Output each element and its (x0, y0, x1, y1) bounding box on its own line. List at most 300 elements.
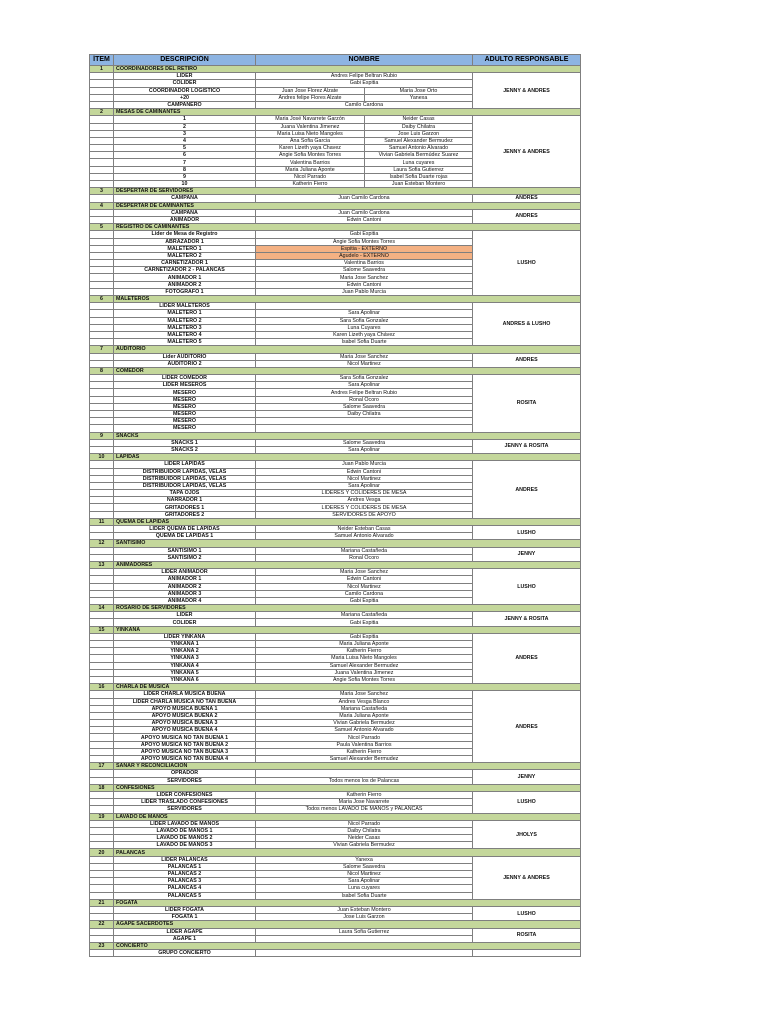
section-number: 8 (90, 367, 114, 374)
role-description: YINKANA 1 (114, 641, 256, 648)
assignee-name (256, 303, 473, 310)
header-description: DESCRIPCIÓN (114, 55, 256, 66)
item-cell (90, 504, 114, 511)
assignee-name: Maria Jose Sanchez (256, 691, 473, 698)
item-cell (90, 576, 114, 583)
assignee-name: Isabel Sofia Duarte rojas (365, 173, 473, 180)
item-cell (90, 238, 114, 245)
assignee-name: Katherin Fierro (256, 791, 473, 798)
assignee-name: Juan Pablo Murcia (256, 288, 473, 295)
section-number: 2 (90, 109, 114, 116)
section-row (90, 109, 581, 116)
item-cell (90, 906, 114, 913)
section-number: 5 (90, 224, 114, 231)
table-row (90, 569, 581, 576)
role-description: YINKANA 6 (114, 676, 256, 683)
role-description: LIDER AGAPE (114, 928, 256, 935)
section-row (90, 813, 581, 820)
table-row (90, 73, 581, 80)
role-description: LIDER (114, 73, 256, 80)
assignee-name: Maria Jose Navarrete (256, 799, 473, 806)
item-cell (90, 748, 114, 755)
role-description: MALETERO 2 (114, 317, 256, 324)
role-description: LIDER (114, 612, 256, 619)
responsible-adult: ROSITA (473, 928, 581, 942)
role-description: CAMPANERO (114, 101, 256, 108)
section-number: 16 (90, 684, 114, 691)
item-cell (90, 382, 114, 389)
role-description: PALANCAS 5 (114, 892, 256, 899)
assignee-name: Juan Esteban Montero (365, 181, 473, 188)
table-body (90, 66, 581, 957)
responsible-adult: LUSHO (473, 569, 581, 605)
assignee-name: Salome Saavedra (256, 439, 473, 446)
assignee-name: Luna cuyares (256, 885, 473, 892)
section-number: 7 (90, 346, 114, 353)
role-description: ANIMADOR 1 (114, 274, 256, 281)
role-description: ANIMADOR 4 (114, 597, 256, 604)
assignee-name: Gabi Espitia (256, 597, 473, 604)
role-description: PALANCAS 3 (114, 878, 256, 885)
role-description: LIDER CHARLA MUSICA NO TAN BUENA (114, 698, 256, 705)
role-description: APOYO MUSICA NO TAN BUENA 4 (114, 756, 256, 763)
section-number: 3 (90, 188, 114, 195)
item-cell (90, 101, 114, 108)
role-description: LIDER PALANCAS (114, 856, 256, 863)
section-title: CONCIERTO (114, 942, 581, 949)
assignee-name: Laura Sofia Gutierrez (365, 166, 473, 173)
section-title: DESPERTAR DE SERVIDORES (114, 188, 581, 195)
assignee-name (256, 935, 473, 942)
assignee-name: Nicol Parrado (256, 820, 473, 827)
item-cell (90, 799, 114, 806)
table-row (90, 906, 581, 913)
section-title: SANAR Y RECONCILIACION (114, 763, 581, 770)
assignee-name: Daiby Chilatra (256, 827, 473, 834)
section-title: COMEDOR (114, 367, 581, 374)
role-description: FOGATA 1 (114, 914, 256, 921)
role-description: 3 (114, 130, 256, 137)
item-cell (90, 712, 114, 719)
assignee-name: Vivian Gabriela Bermudez (256, 842, 473, 849)
item-cell (90, 935, 114, 942)
item-cell (90, 497, 114, 504)
item-cell (90, 87, 114, 94)
assignee-name: Sara Apolinar (256, 482, 473, 489)
assignee-name: Daiby Chilatra (365, 123, 473, 130)
table-row (90, 928, 581, 935)
role-description: CARNETIZADOR 1 (114, 260, 256, 267)
role-description: PALANCAS 1 (114, 863, 256, 870)
assignee-name: Andres Felipe Beltran Rubio (256, 389, 473, 396)
section-row (90, 899, 581, 906)
item-cell (90, 73, 114, 80)
role-description: NARRADOR 1 (114, 497, 256, 504)
item-cell (90, 878, 114, 885)
role-description: ANIMADOR 3 (114, 590, 256, 597)
assignee-name: Sara Apolinar (256, 382, 473, 389)
assignee-name: Nicol Martinez (256, 360, 473, 367)
assignee-name: Jose Luis Garzon (365, 130, 473, 137)
assignee-name: Andres felipe Flores Alzate (256, 94, 365, 101)
assignee-name: Juan Camilo Cardona (256, 209, 473, 216)
assignee-name (256, 418, 473, 425)
role-description: APOYO MUSICA NO TAN BUENA 1 (114, 734, 256, 741)
assignee-name: Katherin Fierro (256, 181, 365, 188)
role-description: MESERO (114, 403, 256, 410)
section-number: 14 (90, 605, 114, 612)
section-row (90, 684, 581, 691)
assignee-name: Gabi Espitia (256, 633, 473, 640)
section-title: PALANCAS (114, 849, 581, 856)
role-description: LIDER QUEMA DE LAPIDAS (114, 526, 256, 533)
responsible-adult: JENNY & ANDRES (473, 116, 581, 188)
role-description: LIDER MESEROS (114, 382, 256, 389)
item-cell (90, 597, 114, 604)
item-cell (90, 331, 114, 338)
role-description: YINKANA 2 (114, 648, 256, 655)
section-title: CHARLA DE MUSICA (114, 684, 581, 691)
assignee-name: Neider Casas (365, 116, 473, 123)
role-description: YINKANA 3 (114, 655, 256, 662)
item-cell (90, 619, 114, 626)
role-description: LIDER COMEDOR (114, 375, 256, 382)
assignee-name: Salome Saavedra (256, 267, 473, 274)
item-cell (90, 389, 114, 396)
role-description: SNACKS 2 (114, 446, 256, 453)
assignee-name: Sara Apolinar (256, 310, 473, 317)
role-description: MESERO (114, 418, 256, 425)
item-cell (90, 152, 114, 159)
item-cell (90, 303, 114, 310)
role-description: LIDER TRASLADO CONFESIONES (114, 799, 256, 806)
assignee-name: LIDERES Y COLIDERES DE MESA (256, 504, 473, 511)
item-cell (90, 655, 114, 662)
assignee-name: Paula Valentina Barrios (256, 741, 473, 748)
item-cell (90, 353, 114, 360)
assignee-name: Camilo Cardona (256, 590, 473, 597)
assignee-name: Sara Sofia Gonzalez (256, 375, 473, 382)
role-description: 7 (114, 159, 256, 166)
assignee-name: Daiby Chilatra (256, 411, 473, 418)
item-cell (90, 727, 114, 734)
responsible-adult: LUSHO (473, 906, 581, 920)
assignee-name: Ronal Ocoro (256, 554, 473, 561)
role-description: SANTISIMO 1 (114, 547, 256, 554)
section-number: 20 (90, 849, 114, 856)
table-row (90, 633, 581, 640)
role-description: MESERO (114, 396, 256, 403)
assignee-name: Salome Saavedra (256, 863, 473, 870)
role-description: MESERO (114, 411, 256, 418)
item-cell (90, 281, 114, 288)
item-cell (90, 583, 114, 590)
section-number: 21 (90, 899, 114, 906)
item-cell (90, 461, 114, 468)
item-cell (90, 720, 114, 727)
item-cell (90, 791, 114, 798)
assignee-name: Angie Sofia Montes Torres (256, 676, 473, 683)
responsible-adult: ANDRES (473, 209, 581, 223)
section-number: 18 (90, 784, 114, 791)
role-description: SERVIDORES (114, 777, 256, 784)
table-row (90, 691, 581, 698)
assignee-name: Yanexa (365, 94, 473, 101)
responsible-adult: ANDRES (473, 195, 581, 202)
section-number: 6 (90, 296, 114, 303)
assignee-name: Juan Camilo Cardona (256, 195, 473, 202)
item-cell (90, 756, 114, 763)
section-title: AGAPE SACERDOTES (114, 921, 581, 928)
section-title: ANIMADORES (114, 561, 581, 568)
assignee-name: Angie Sofia Montes Torres (256, 238, 473, 245)
role-description: APOYO MUSICA NO TAN BUENA 3 (114, 748, 256, 755)
assignee-name: Samuel Antonio Alvarado (365, 145, 473, 152)
section-number: 13 (90, 561, 114, 568)
assignee-name: Maria Jose Orto (365, 87, 473, 94)
table-row (90, 439, 581, 446)
section-number: 12 (90, 540, 114, 547)
item-cell (90, 950, 114, 957)
item-cell (90, 324, 114, 331)
item-cell (90, 195, 114, 202)
role-description: GRITADORES 1 (114, 504, 256, 511)
responsible-adult: JHOLYS (473, 820, 581, 849)
header-row (90, 55, 581, 66)
role-description: GRUPO CONCIERTO (114, 950, 256, 957)
assignee-name: Maria José Navarrete Garzón (256, 116, 365, 123)
item-cell (90, 260, 114, 267)
role-description: SNACKS 1 (114, 439, 256, 446)
table-row (90, 612, 581, 619)
item-cell (90, 274, 114, 281)
item-cell (90, 145, 114, 152)
section-title: COORDINADORES DEL RETIRO (114, 66, 581, 73)
responsible-adult: JENNY (473, 770, 581, 784)
role-description: FOTÓGRAFO 1 (114, 288, 256, 295)
responsible-adult: JENNY & ANDRES (473, 73, 581, 109)
role-description: PALANCAS 2 (114, 871, 256, 878)
section-row (90, 784, 581, 791)
assignee-name: Katherin Fierro (256, 648, 473, 655)
assignee-name: Andres Vesga Blanco (256, 698, 473, 705)
role-description: LIDER LAVADO DE MANOS (114, 820, 256, 827)
role-description: SERVIDORES (114, 806, 256, 813)
role-description: COLIDER (114, 80, 256, 87)
role-description: 6 (114, 152, 256, 159)
item-cell (90, 317, 114, 324)
role-description: CAMPANA (114, 209, 256, 216)
section-row (90, 518, 581, 525)
table-row (90, 353, 581, 360)
assignee-name: Valentina Barrios (256, 260, 473, 267)
item-cell (90, 526, 114, 533)
assignee-name: Maria Luisa Nieto Mangoles (256, 130, 365, 137)
role-description: OPRADOR (114, 770, 256, 777)
role-description: +20 (114, 94, 256, 101)
item-cell (90, 123, 114, 130)
assignee-name (256, 770, 473, 777)
role-description: AGAPE 1 (114, 935, 256, 942)
assignee-name: Nicol Martinez (256, 583, 473, 590)
section-row (90, 296, 581, 303)
role-description: APOYO MUSICA BUENA 2 (114, 712, 256, 719)
table-row (90, 547, 581, 554)
assignee-name: Ana Sofia Garcia (256, 137, 365, 144)
role-description: MALETERO 2 (114, 252, 256, 259)
assignee-name: Sara Apolinar (256, 446, 473, 453)
role-description: CAMPANA (114, 195, 256, 202)
item-cell (90, 468, 114, 475)
item-cell (90, 166, 114, 173)
section-row (90, 561, 581, 568)
item-cell (90, 216, 114, 223)
item-cell (90, 806, 114, 813)
external-assignee-name: Agudelo - EXTERNO (256, 252, 473, 259)
assignee-name: Todos menos LAVADO DE MANOS y PALANCAS (256, 806, 473, 813)
assignee-name: Vivian Gabriela Bermudez (256, 720, 473, 727)
item-cell (90, 511, 114, 518)
assignee-name: Nicol Parrado (256, 173, 365, 180)
role-description: DISTRIBUIDOR LAPIDAS, VELAS (114, 475, 256, 482)
role-description: TAPA OJOS (114, 490, 256, 497)
item-cell (90, 267, 114, 274)
section-title: DESPERTAR DE CAMINANTES (114, 202, 581, 209)
section-title: LAVADO DE MANOS (114, 813, 581, 820)
assignee-name: Mariana Castañeda (256, 547, 473, 554)
item-cell (90, 209, 114, 216)
item-cell (90, 741, 114, 748)
item-cell (90, 310, 114, 317)
assignee-name: Isabel Sofia Duarte (256, 892, 473, 899)
item-cell (90, 482, 114, 489)
item-cell (90, 842, 114, 849)
responsible-adult: JENNY (473, 547, 581, 561)
item-cell (90, 928, 114, 935)
assignee-name: Gabi Espitia (256, 619, 473, 626)
section-number: 9 (90, 432, 114, 439)
responsible-adult: LUSHO (473, 791, 581, 813)
item-cell (90, 554, 114, 561)
item-cell (90, 396, 114, 403)
item-cell (90, 116, 114, 123)
assignee-name: LIDERES Y COLIDERES DE MESA (256, 490, 473, 497)
item-cell (90, 360, 114, 367)
section-title: MESAS DE CAMINANTES (114, 109, 581, 116)
item-cell (90, 633, 114, 640)
role-description: 10 (114, 181, 256, 188)
assignee-name (256, 425, 473, 432)
item-cell (90, 835, 114, 842)
section-row (90, 202, 581, 209)
assignee-name: Edwin Cantoni (256, 468, 473, 475)
assignee-name: Sara Apolinar (256, 878, 473, 885)
section-number: 15 (90, 626, 114, 633)
assignee-name: Maria Jose Sanchez (256, 274, 473, 281)
item-cell (90, 439, 114, 446)
item-cell (90, 173, 114, 180)
assignee-name: Todos menos los de Palancas (256, 777, 473, 784)
assignee-name: Maria Luisa Nieto Mangoles (256, 655, 473, 662)
assignee-name: Luna Cuyares (256, 324, 473, 331)
assignee-name: Mariana Castañeda (256, 612, 473, 619)
item-cell (90, 669, 114, 676)
assignee-name: Ronal Ocoro (256, 396, 473, 403)
assignee-name: Maria Juliana Aponte (256, 166, 365, 173)
item-cell (90, 159, 114, 166)
item-cell (90, 80, 114, 87)
responsible-adult: ANDRES & LUSHO (473, 303, 581, 346)
section-number: 19 (90, 813, 114, 820)
section-title: LAPIDAS (114, 454, 581, 461)
responsible-adult: LUSHO (473, 526, 581, 540)
assignee-name: Karen Lizeth yaya Chavez (256, 145, 365, 152)
assignee-name: Andres Vesga (256, 497, 473, 504)
assignee-name: SERVIDORES DE APOYO (256, 511, 473, 518)
section-row (90, 346, 581, 353)
item-cell (90, 641, 114, 648)
item-cell (90, 734, 114, 741)
role-description: LIDER ANIMADOR (114, 569, 256, 576)
assignee-name: Vivian Gabriela Bermúdez Suarez (365, 152, 473, 159)
responsible-adult (473, 950, 581, 957)
responsible-adult: JENNY & ROSITA (473, 612, 581, 626)
assignee-name: Laura Sofia Gutierrez (256, 928, 473, 935)
assignee-name: Jose Luis Garzon (256, 914, 473, 921)
section-row (90, 66, 581, 73)
section-number: 17 (90, 763, 114, 770)
role-description: MESERO (114, 425, 256, 432)
role-description: GRITADORES 2 (114, 511, 256, 518)
assignee-name: Katherin Fierro (256, 748, 473, 755)
item-cell (90, 418, 114, 425)
section-title: SNACKS (114, 432, 581, 439)
item-cell (90, 231, 114, 238)
section-number: 1 (90, 66, 114, 73)
table-row (90, 195, 581, 202)
assignee-name: Samuel Alexander Bermudez (365, 137, 473, 144)
responsible-adult: JENNY & ANDRES (473, 856, 581, 899)
item-cell (90, 662, 114, 669)
role-description: APOYO MUSICA BUENA 3 (114, 720, 256, 727)
section-title: FOGATA (114, 899, 581, 906)
responsible-adult: LUSHO (473, 231, 581, 296)
item-cell (90, 914, 114, 921)
assignee-name: Gabi Espitia (256, 231, 473, 238)
section-title: SANTISIMO (114, 540, 581, 547)
role-description: 2 (114, 123, 256, 130)
section-title: AUDITORIO (114, 346, 581, 353)
role-description: QUEMA DE LAPIDAS 1 (114, 533, 256, 540)
assignee-name: Juan Esteban Montero (256, 906, 473, 913)
assignee-name: Angie Sofia Montes Torres (256, 152, 365, 159)
section-number: 10 (90, 454, 114, 461)
section-row (90, 188, 581, 195)
section-title: YINKANA (114, 626, 581, 633)
role-description: APOYO MUSICA BUENA 4 (114, 727, 256, 734)
role-description: ANIMADOR 2 (114, 281, 256, 288)
role-description: MALETERO 1 (114, 245, 256, 252)
section-title: QUEMA DE LAPIDAS (114, 518, 581, 525)
role-description: YINKANA 4 (114, 662, 256, 669)
table-row (90, 375, 581, 382)
section-title: CONFESIONES (114, 784, 581, 791)
role-description: MALETERO 4 (114, 331, 256, 338)
assignee-name (256, 950, 473, 957)
section-row (90, 626, 581, 633)
role-description: Lider de Mesa de Registro (114, 231, 256, 238)
assignee-name: Gabi Espitia (256, 80, 473, 87)
